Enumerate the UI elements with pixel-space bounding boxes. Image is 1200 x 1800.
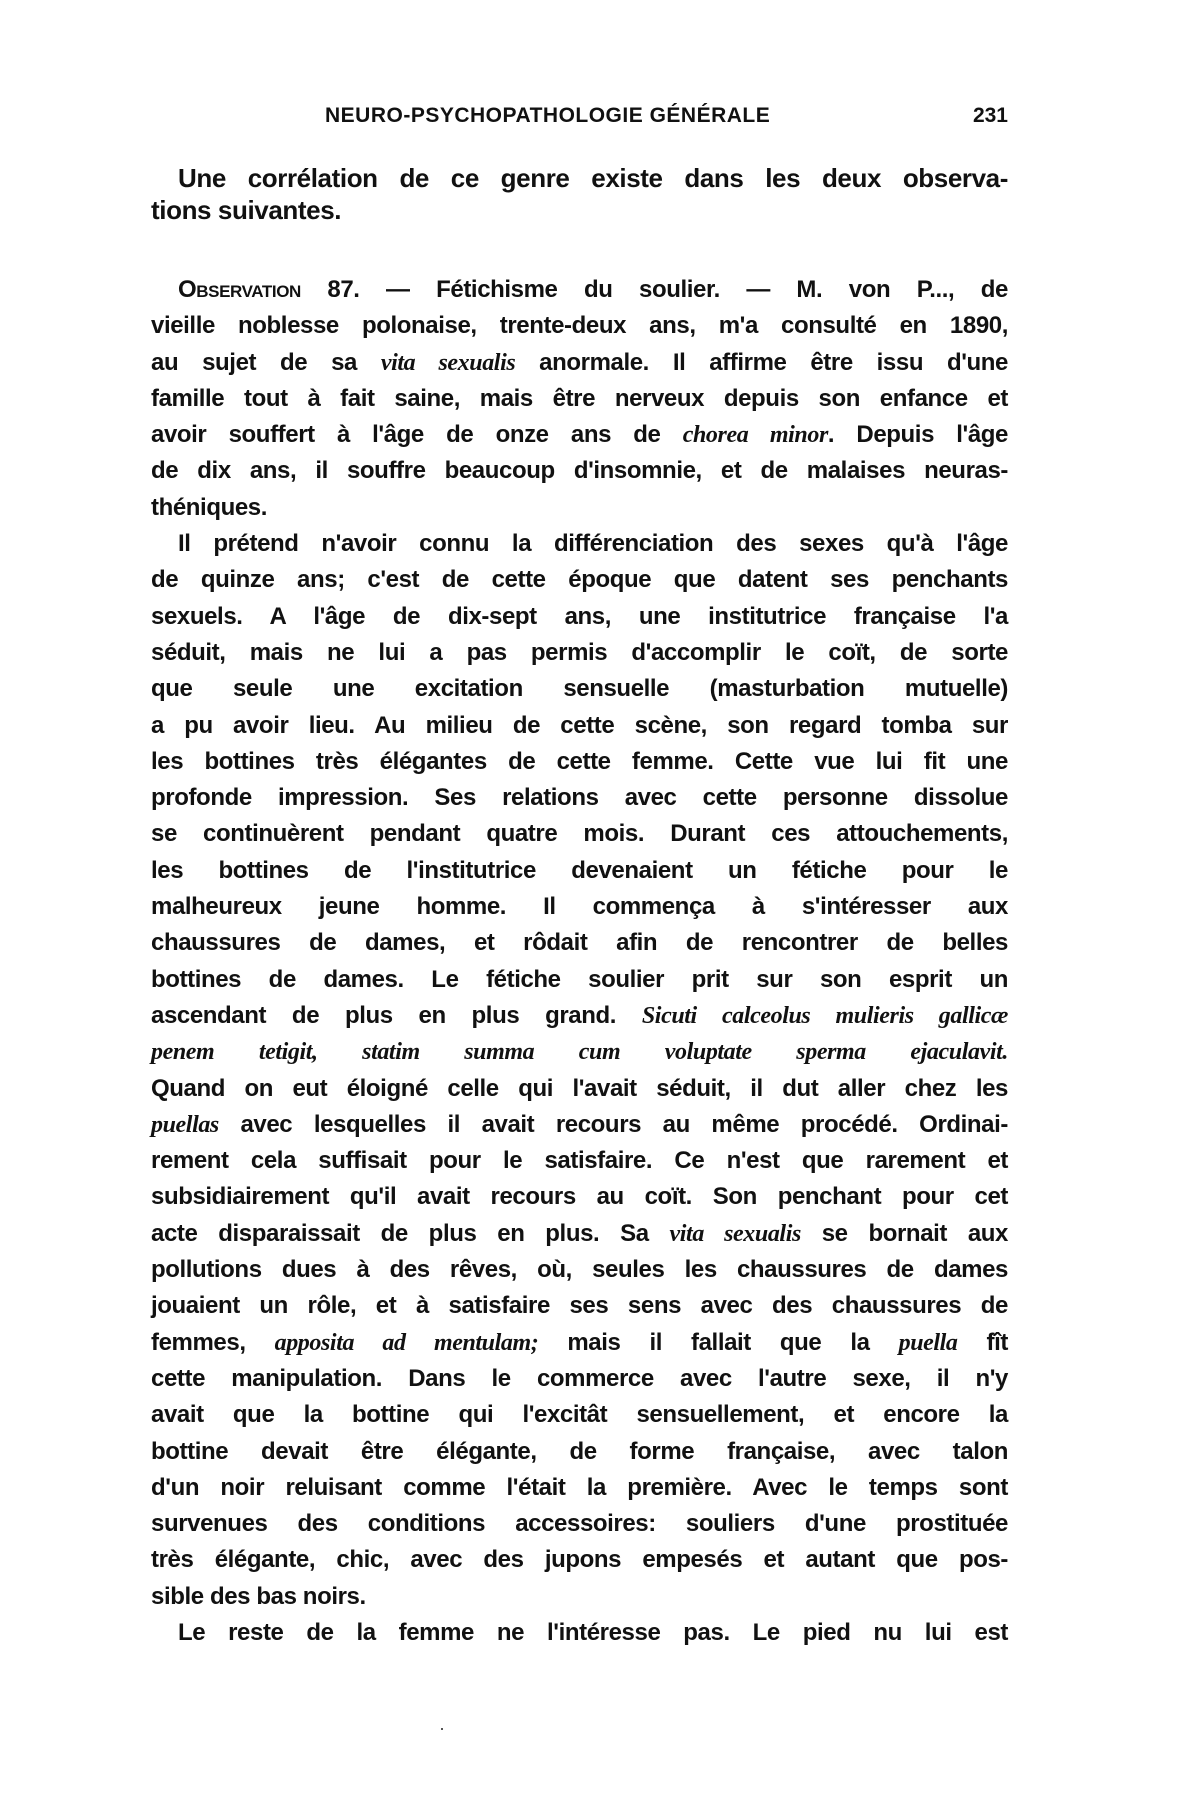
text-segment: de quinze ans; c'est de cette époque que datent ses penchants xyxy=(151,566,1008,594)
text-line xyxy=(151,194,1008,226)
text-segment: — Fétichisme du soulier. — M. von P..., de xyxy=(359,276,1008,303)
text-segment: très élégante, chic, avec des jupons empesés et autant que pos- xyxy=(151,1546,1008,1574)
text-segment: anormale. Il affirme être issu d'une xyxy=(515,348,1008,376)
text-segment: que seule une excitation sensuelle (masturbation mutuelle) xyxy=(151,675,1008,703)
text-line xyxy=(151,1506,1008,1542)
text-line xyxy=(151,162,1008,194)
italic-text: chorea minor xyxy=(682,422,828,449)
paragraph-history xyxy=(151,526,1008,1615)
paragraph-continuation xyxy=(151,1615,1008,1651)
text-line xyxy=(151,345,1008,381)
text-line xyxy=(151,780,1008,816)
text-line xyxy=(151,635,1008,671)
text-line xyxy=(151,526,1008,562)
text-segment: cette manipulation. Dans le commerce avec l'autre sexe, il n'y xyxy=(151,1364,1008,1392)
text-segment: . Depuis l'âge xyxy=(827,421,1008,449)
italic-text: vita sexualis xyxy=(669,1220,801,1247)
text-segment: avait que la bottine qui l'excitât sensuellement, et encore la xyxy=(151,1401,1008,1429)
text-segment: pollutions dues à des rêves, où, seules les chaussures de dames xyxy=(151,1256,1008,1284)
text-line xyxy=(151,1542,1008,1578)
text-segment: subsidiairement qu'il avait recours au coït. Son penchant pour cet xyxy=(151,1183,1008,1211)
text-line xyxy=(151,1071,1008,1107)
text-segment: malheureux jeune homme. Il commença à s'intéresser aux xyxy=(151,893,1008,921)
text-line xyxy=(151,417,1008,453)
italic-text: vita sexualis xyxy=(380,349,516,376)
text-line xyxy=(151,1288,1008,1324)
text-line xyxy=(151,1179,1008,1215)
italic-text: puella xyxy=(898,1329,958,1356)
text-segment: famille tout à fait saine, mais être nerveux depuis son enfance et xyxy=(151,384,1008,412)
text-segment: avoir souffert à l'âge de onze ans de xyxy=(151,421,683,449)
text-line xyxy=(151,1434,1008,1470)
italic-text: penem tetigit, statim summa cum voluptate sperma ejaculavit. xyxy=(151,1039,1008,1066)
text-line xyxy=(151,1361,1008,1397)
text-segment: survenues des conditions accessoires: souliers d'une prostituée xyxy=(151,1510,1008,1538)
text-segment: sexuels. A l'âge de dix-sept ans, une institutrice française l'a xyxy=(151,602,1008,630)
text-segment: bottines de dames. Le fétiche soulier prit sur son esprit un xyxy=(151,965,1008,993)
text-segment: vieille noblesse polonaise, trente-deux ans, m'a consulté en 1890, xyxy=(151,312,1008,340)
italic-text: puellas xyxy=(151,1111,219,1138)
paragraph-observation-87 xyxy=(151,272,1008,526)
text-segment: fît xyxy=(957,1328,1008,1356)
text-segment: de dix ans, il souffre beaucoup d'insomnie, et de malaises neuras- xyxy=(151,457,1008,485)
text-line xyxy=(151,562,1008,598)
text-line xyxy=(151,744,1008,780)
text-line xyxy=(151,998,1008,1034)
text-line xyxy=(151,1325,1008,1361)
text-segment: tions suivantes. xyxy=(151,195,342,225)
text-segment: profonde impression. Ses relations avec cette personne dissolue xyxy=(151,784,1008,812)
page-number: 231 xyxy=(972,104,1008,127)
text-line xyxy=(151,816,1008,852)
text-line xyxy=(151,889,1008,925)
italic-text: apposita ad mentulam; xyxy=(274,1329,539,1356)
text-segment: au sujet de sa xyxy=(151,348,381,376)
text-segment: avec lesquelles il avait recours au même procédé. Ordinai- xyxy=(218,1110,1008,1138)
text-segment: les bottines très élégantes de cette femme. Cette vue lui fit une xyxy=(151,747,1008,775)
text-line xyxy=(151,962,1008,998)
page-header xyxy=(151,104,1008,140)
text-line xyxy=(151,453,1008,489)
text-line xyxy=(151,1579,1008,1615)
text-segment: rement cela suffisait pour le satisfaire. Ce n'est que rarement et xyxy=(151,1147,1008,1175)
text-line xyxy=(151,1252,1008,1288)
text-line xyxy=(151,1615,1008,1651)
text-line xyxy=(151,925,1008,961)
small-caps-text: Observation 87. xyxy=(178,276,360,303)
text-segment: séduit, mais ne lui a pas permis d'accomplir le coït, de sorte xyxy=(151,638,1008,666)
italic-text: Sicuti calceolus mulieris gallicæ xyxy=(641,1002,1008,1029)
text-segment: Le reste de la femme ne l'intéresse pas. Le pied nu lui est xyxy=(178,1618,1008,1646)
scan-speck xyxy=(441,1728,443,1730)
text-line xyxy=(151,1470,1008,1506)
text-line xyxy=(151,853,1008,889)
text-segment: Quand on eut éloigné celle qui l'avait séduit, il dut aller chez les xyxy=(151,1074,1008,1102)
text-line xyxy=(151,1143,1008,1179)
text-line xyxy=(151,381,1008,417)
text-line xyxy=(151,1216,1008,1252)
paragraph-intro xyxy=(151,162,1008,226)
page-body xyxy=(151,162,1008,1651)
text-segment: Une corrélation de ce genre existe dans les deux observa- xyxy=(178,163,1008,193)
text-segment: se bornait aux xyxy=(800,1219,1008,1247)
text-line xyxy=(151,308,1008,344)
text-segment: chaussures de dames, et rôdait afin de rencontrer de belles xyxy=(151,929,1008,957)
text-line xyxy=(151,1034,1008,1070)
text-segment: ascendant de plus en plus grand. xyxy=(151,1001,642,1029)
running-title: NEURO-PSYCHOPATHOLOGIE GÉNÉRALE xyxy=(325,104,771,127)
text-line xyxy=(151,490,1008,526)
text-line xyxy=(151,599,1008,635)
text-segment: les bottines de l'institutrice devenaient un fétiche pour le xyxy=(151,856,1008,884)
text-line xyxy=(151,671,1008,707)
text-segment: mais il fallait que la xyxy=(538,1328,899,1356)
text-segment: jouaient un rôle, et à satisfaire ses sens avec des chaussures de xyxy=(151,1292,1008,1320)
text-line xyxy=(151,272,1008,308)
text-line xyxy=(151,708,1008,744)
text-segment: acte disparaissait de plus en plus. Sa xyxy=(151,1219,670,1247)
text-line xyxy=(151,1107,1008,1143)
text-line xyxy=(151,1397,1008,1433)
text-segment: a pu avoir lieu. Au milieu de cette scène, son regard tomba sur xyxy=(151,711,1008,739)
text-segment: bottine devait être élégante, de forme française, avec talon xyxy=(151,1437,1008,1465)
text-segment: d'un noir reluisant comme l'était la première. Avec le temps sont xyxy=(151,1473,1008,1501)
text-segment: Il prétend n'avoir connu la différenciation des sexes qu'à l'âge xyxy=(178,530,1008,558)
text-segment: se continuèrent pendant quatre mois. Durant ces attouchements, xyxy=(151,820,1008,848)
text-segment: femmes, xyxy=(151,1328,275,1356)
text-segment: sible des bas noirs. xyxy=(151,1582,366,1610)
text-segment: théniques. xyxy=(151,493,268,521)
